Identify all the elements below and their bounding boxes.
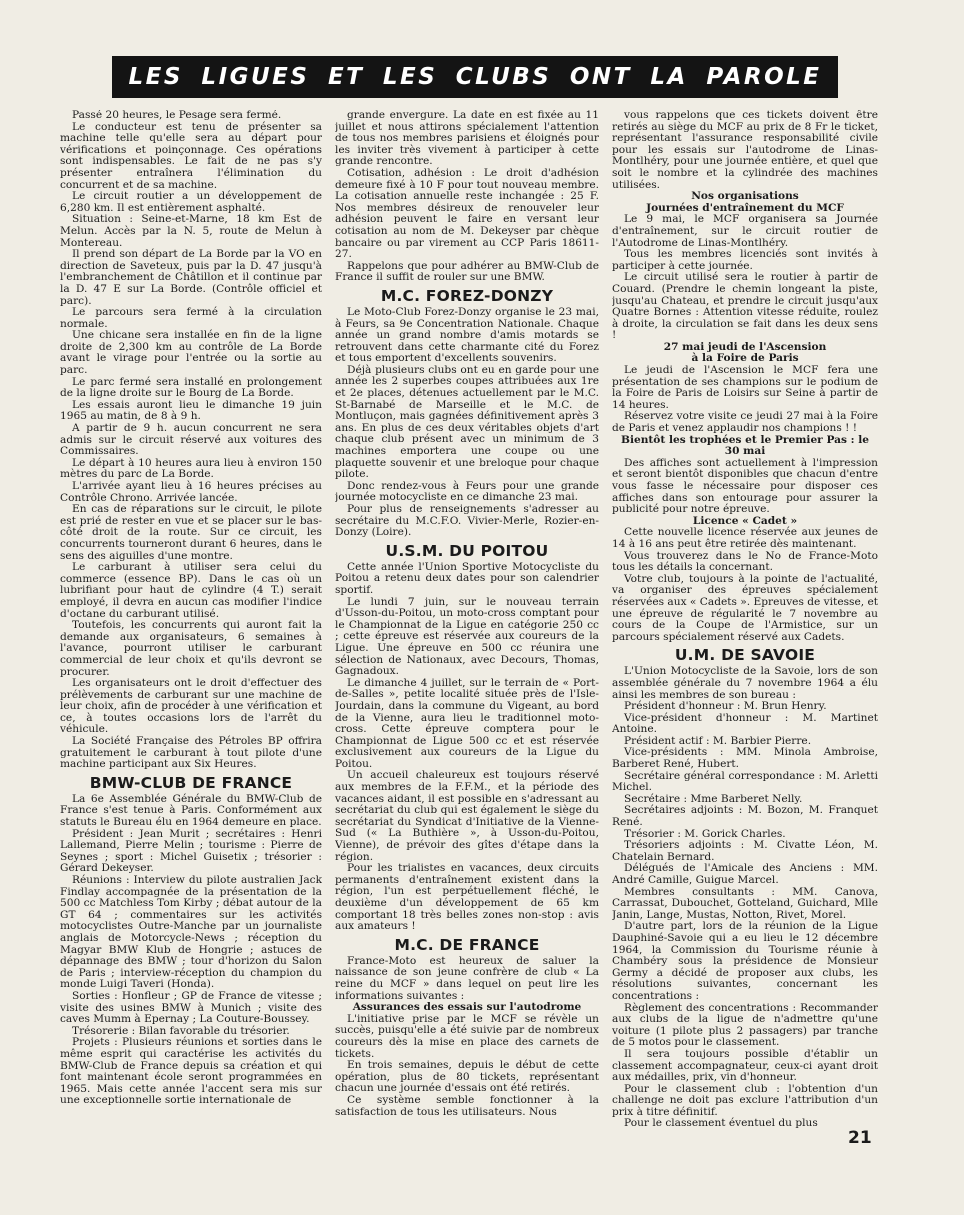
paragraph: Le lundi 7 juin, sur le nouveau terrain d'Usson-du-Poitou, un moto-cross comptant pour le Championnat de la Ligue en catégorie 250 cc ; cette épreuve est réservée aux coureurs de la Ligue. Une épreuve en 500 cc réunira une sélection de Nationaux, avec Decours, Thomas, Gagnadoux. — [335, 595, 599, 678]
section-heading-poitou: U.S.M. DU POITOU — [385, 541, 549, 560]
paragraph: Réunions : Interview du pilote australien Jack Findlay accompagnée de la présentation de la 500 cc Matchless Tom Kirby ; débat autour de la GT 64 ; commentaires sur les activités motocyclistes Outre-Manche par un journaliste anglais de Motorcycle-News ; réception du Magyar BMW Klub de Hongrie ; astuces de dépannage des BMW ; tour d'horizon du Salon de Paris ; interview-réception du champion du monde Luigi Taveri (Honda). — [60, 874, 322, 991]
paragraph: Des affiches sont actuellement à l'impression et seront bientôt disponibles que chacun d'entre vous fasse le nécessaire pour disposer ces affiches dans son entourage pour assurer la publicité pour notre épreuve. — [612, 456, 878, 516]
paragraph: Il prend son départ de La Borde par la VO en direction de Saveteux, puis par la D. 47 jusqu'à l'embranchement de Châtillon et il continue par la D. 47 E sur La Borde. (Contrôle officiel et parc). — [60, 248, 322, 307]
paragraph: Cette année l'Union Sportive Motocycliste du Poitou a retenu deux dates pour son calendrier sportif. — [335, 560, 599, 596]
paragraph: Le parc fermé sera installé en prolongement de la ligne droite sur le Bourg de La Borde. — [60, 375, 322, 400]
paragraph: Membres consultants : MM. Canova, Carrassat, Dubouchet, Gotteland, Guichard, Mlle Janin, Lange, Mustas, Notton, Rivet, Morel. — [612, 885, 878, 921]
section-heading-bmw: BMW-CLUB DE FRANCE — [89, 773, 293, 792]
paragraph: Le départ à 10 heures aura lieu à environ 150 mètres du parc de La Borde. — [60, 456, 322, 481]
paragraph: Passé 20 heures, le Pesage sera fermé. — [72, 110, 282, 121]
paragraph: grande envergure. La date en est fixée au 11 juillet et nous attirons spécialement l'attention de tous nos membres parisiens et éloignés pour les inviter très vivement à participer à cette grande rencontre. — [335, 110, 599, 168]
page-number: 21 — [848, 1128, 872, 1148]
paragraph: Vous trouverez dans le No de France-Moto tous les détails la concernant. — [612, 549, 878, 574]
paragraph: Toutefois, les concurrents qui auront fait la demande aux organisateurs, 6 semaines à l'avance, pourront utiliser le carburant commercial de leur choix et qu'ils devront se procurer. — [60, 619, 322, 678]
column-3 — [612, 110, 878, 1160]
page-banner — [112, 56, 838, 98]
paragraph: Secrétaire général correspondance : M. Arletti Michel. — [612, 769, 878, 794]
paragraph: La 6e Assemblée Générale du BMW-Club de France s'est tenue à Paris. Conformément aux statuts le Bureau élu en 1964 demeure en place. — [60, 792, 322, 829]
paragraph: France-Moto est heureux de saluer la naissance de son jeune confrère de club « La reine du MCF » dans lequel on peut lire les informations suivantes : — [335, 954, 599, 1002]
paragraph: Trésoriers adjoints : M. Civatte Léon, M. Chatelain Bernard. — [612, 839, 878, 863]
paragraph: Le circuit routier a un développement de 6,280 km. Il est entièrement asphalté. — [60, 190, 322, 214]
paragraph: Rappelons que pour adhérer au BMW-Club de France il suffit de rouler sur une BMW. — [335, 259, 599, 284]
subheading: à la Foire de Paris — [691, 352, 799, 365]
paragraph: Il sera toujours possible d'établir un classement accompagnateur, ceux-ci ayant droit aux médailles, prix, vin d'honneur. — [612, 1047, 878, 1084]
paragraph: Pour le classement éventuel du plus — [624, 1117, 818, 1130]
section-heading-savoie: U.M. DE SAVOIE — [674, 646, 816, 665]
paragraph: Le 9 mai, le MCF organisera sa Journée d'entraînement, sur le circuit routier de l'Autodrome de Linas-Montlhéry. — [612, 213, 878, 249]
paragraph: D'autre part, lors de la réunion de la Ligue Dauphiné-Savoie qui a eu lieu le 12 décembre 1964, la Commission du Tourisme réunie à Chambéry sous la présidence de Monsieur Germy a décidé de proposer aux clubs, les résolutions suivantes, concernant les concentrations : — [612, 920, 878, 1002]
paragraph: L'Union Motocycliste de la Savoie, lors de son assemblée générale du 7 novembre 1964 a élu ainsi les membres de son bureau : — [612, 665, 878, 701]
paragraph: Trésorier : M. Gorick Charles. — [624, 827, 786, 840]
paragraph: La Société Française des Pétroles BP offrira gratuitement le carburant à tout pilote d'une machine participant aux Six Heures. — [60, 735, 322, 771]
paragraph: Le Moto-Club Forez-Donzy organise le 23 mai, à Feurs, sa 9e Concentration Nationale. Chaque année un grand nombre d'amis motards se retrouvent dans cette charmante cité du Forez et tous emportent d'excellents souvenirs. — [335, 305, 599, 365]
paragraph: Donc rendez-vous à Feurs pour une grande journée motocycliste en ce dimanche 23 mai. — [335, 479, 599, 504]
paragraph: En cas de réparations sur le circuit, le pilote est prié de rester en vue et se placer sur le bas-côté droit de la route. Sur ce circuit, les concurrents tourneront durant 6 heures, dans le sens des aiguilles d'une montre. — [60, 503, 322, 562]
paragraph: Déjà plusieurs clubs ont eu en garde pour une année les 2 superbes coupes attribuées aux 1re et 2e places, détenues actuellement par le M.C. St-Barnabé de Marseille et le M.C. de Montluçon, mais gagnées définitivement après 3 ans. En plus de ces deux véritables objets d'art chaque club présent avec un minimum de 3 machines emportera une coupe ou une plaquette souvenir et une breloque pour chaque pilote. — [335, 363, 599, 481]
column-1 — [60, 110, 322, 1160]
paragraph: A partir de 9 h. aucun concurrent ne sera admis sur le circuit réservé aux voitures des Commissaires. — [60, 422, 322, 458]
paragraph: Secrétaires adjoints : M. Bozon, M. Franquet René. — [612, 804, 878, 829]
subheading: 27 mai jeudi de l'Ascension — [663, 340, 827, 353]
paragraph: Une chicane sera installée en fin de la ligne droite de 2,300 km au contrôle de La Borde avant le virage pour l'entrée ou la sortie au parc. — [60, 329, 322, 377]
paragraph: Président actif : M. Barbier Pierre. — [624, 734, 812, 747]
paragraph: Le dimanche 4 juillet, sur le terrain de « Port-de-Salles », petite localité située près de l'Isle-Jourdain, dans la commune du Vigeant, au bord de la Vienne, aura lieu le traditionnel moto-cross. Cette épreuve comptera pour le Championnat de Ligue 500 cc et est réservée exclusivement aux coureurs de la Ligue du Poitou. — [335, 676, 599, 770]
paragraph: Le conducteur est tenu de présenter sa machine telle qu'elle sera au départ pour vérifications et poinçonnage. Ces opérations sont indispensables. Le fait de ne pas s'y présenter entraînera l'élimination du concurrent et de sa machine. — [60, 120, 322, 191]
paragraph: Pour plus de renseignements s'adresser au secrétaire du M.C.F.O. Vivier-Merle, Rozier-en-Donzy (Loire). — [335, 503, 599, 539]
paragraph: Président : Jean Murit ; secrétaires : Henri Lallemand, Pierre Melin ; tourisme : Pierre de Seynes ; sport : Michel Guisetix ; trésorier : Gérard Dekeyser. — [60, 827, 322, 875]
paragraph: L'arrivée ayant lieu à 16 heures précises au Contrôle Chrono. Arrivée lancée. — [60, 480, 322, 504]
paragraph: Le circuit utilisé sera le routier à partir de Couard. (Prendre le chemin longeant la piste, jusqu'au Chateau, et prendre le circuit jusqu'aux Quatre Bornes : Attention vitesse réduite, roulez à droite, la circulation se fait dans les deux sens ! — [612, 271, 878, 342]
paragraph: Tous les membres licenciés sont invités à participer à cette journée. — [612, 248, 878, 272]
section-heading-forez-donzy: M.C. FOREZ-DONZY — [380, 286, 554, 305]
paragraph: Secrétaire : Mme Barberet Nelly. — [624, 792, 803, 805]
paragraph: Cotisation, adhésion : Le droit d'adhésion demeure fixé à 10 F pour tout nouveau membre. La cotisation annuelle reste inchangée : 25 F. Nos membres désireux de renouveler leur adhésion peuvent le faire en versant leur cotisation au nom de M. Dekeyser par chèque bancaire ou par virement au CCP Paris 18611-27. — [335, 166, 599, 261]
subheading: Licence « Cadet » — [692, 514, 798, 527]
paragraph: Cette nouvelle licence réservée aux jeunes de 14 à 16 ans peut être retirée dès maintenant. — [612, 526, 878, 550]
subheading: Assurances des essais sur l'autodrome — [352, 1001, 582, 1014]
paragraph: Trésorerie : Bilan favorable du trésorier. — [72, 1024, 290, 1037]
paragraph: Les essais auront lieu le dimanche 19 juin 1965 au matin, de 8 à 9 h. — [60, 398, 322, 423]
subheading: Journées d'entraînement du MCF — [646, 201, 844, 214]
paragraph: Le parcours sera fermé à la circulation normale. — [60, 306, 322, 330]
paragraph: Situation : Seine-et-Marne, 18 km Est de Melun. Accès par la N. 5, route de Melun à Montereau. — [60, 213, 322, 249]
paragraph: Le carburant à utiliser sera celui du commerce (essence BP). Dans le cas où un lubrifiant pour haut de cylindre (4 T.) serait employé, il devra en aucun cas modifier l'indice d'octane du carburant utilisé. — [60, 561, 322, 620]
paragraph: Ce système semble fonctionner à la satisfaction de tous les utilisateurs. Nous — [335, 1093, 599, 1118]
paragraph: Votre club, toujours à la pointe de l'actualité, va organiser des épreuves spécialement réservées aux « Cadets ». Epreuves de vitesse, et une épreuve de régularité le 7 novembre au cours de la Coupe de l'Armistice, sur un parcours spécialement réservé aux Cadets. — [612, 572, 878, 643]
paragraph: Les organisateurs ont le droit d'effectuer des prélèvements de carburant sur une machine de leur choix, afin de procéder à une vérification et ce, à toutes occasions lors de l'arrêt du véhicule. — [60, 677, 322, 736]
paragraph: Sorties : Honfleur ; GP de France de vitesse ; visite des usines BMW à Munich ; visite des caves Mumm à Epernay ; La Couture-Boussey. — [60, 989, 322, 1026]
paragraph: Un accueil chaleureux est toujours réservé aux membres de la F.F.M., et la période des vacances aidant, il est possible en s'adressant au secrétariat du club qui est également le siège du secrétariat du Syndicat d'Initiative de la Vienne-Sud (« La Buthière », à Usson-du-Poitou, Vienne), de prévoir des gîtes d'étape dans la région. — [335, 769, 599, 863]
paragraph: Le jeudi de l'Ascension le MCF fera une présentation de ses champions sur le podium de la Foire de Paris de Loisirs sur Seine à partir de 14 heures. — [612, 364, 878, 411]
paragraph: L'initiative prise par le MCF se révèle un succès, puisqu'elle a été suivie par de nombreux coureurs dès la mise en place des carnets de tickets. — [335, 1012, 599, 1060]
paragraph: Règlement des concentrations : Recommander aux clubs de la ligue de n'admettre qu'une voiture (1 pilote plus 2 passagers) par tranche de 5 motos pour le classement. — [612, 1001, 878, 1049]
paragraph: vous rappelons que ces tickets doivent être retirés au siège du MCF au prix de 8 Fr le ticket, représentant l'assurance responsabilité civile pour les essais sur l'autodrome de Linas-Montlhéry, pour une journée entière, et quel que soit le nombre et la cylindrée des machines utilisées. — [612, 110, 878, 191]
paragraph: Pour les trialistes en vacances, deux circuits permanents d'entraînement existent dans la région, l'un est perpétuellement fléché, le deuxième d'un développement de 65 km comportant 18 très belles zones non-stop : avis aux amateurs ! — [335, 862, 599, 933]
subheading: Bientôt les trophées et le Premier Pas : le 30 mai — [620, 433, 870, 458]
section-heading-mc-de-france: M.C. DE FRANCE — [394, 935, 540, 954]
banner-title: LES LIGUES ET LES CLUBS ONT LA PAROLE — [128, 64, 822, 90]
paragraph: En trois semaines, depuis le début de cette opération, plus de 80 tickets, représentant chacun une journée d'essais ont été retirés. — [335, 1059, 599, 1095]
paragraph: Réservez votre visite ce jeudi 27 mai à la Foire de Paris et venez applaudir nos champions ! ! — [612, 410, 878, 435]
paragraph: Délégués de l'Amicale des Anciens : MM. André Camille, Guigue Marcel. — [612, 862, 878, 886]
column-2 — [335, 110, 599, 1160]
paragraph: Président d'honneur : M. Brun Henry. — [624, 700, 827, 713]
paragraph: Pour le classement club : l'obtention d'un challenge ne doit pas exclure l'attribution d'un prix à titre définitif. — [612, 1082, 878, 1118]
paragraph: Vice-présidents : MM. Minola Ambroise, Barberet René, Hubert. — [612, 746, 878, 771]
subheading: Nos organisations — [691, 190, 799, 203]
paragraph: Vice-président d'honneur : M. Martinet Antoine. — [612, 711, 878, 736]
paragraph: Projets : Plusieurs réunions et sorties dans le même esprit qui caractérise les activités du BMW-Club de France depuis sa création et qui font maintenant école seront programmées en 1965. Mais cette année l'accent sera mis sur une exceptionnelle sortie internationale de — [60, 1036, 322, 1107]
